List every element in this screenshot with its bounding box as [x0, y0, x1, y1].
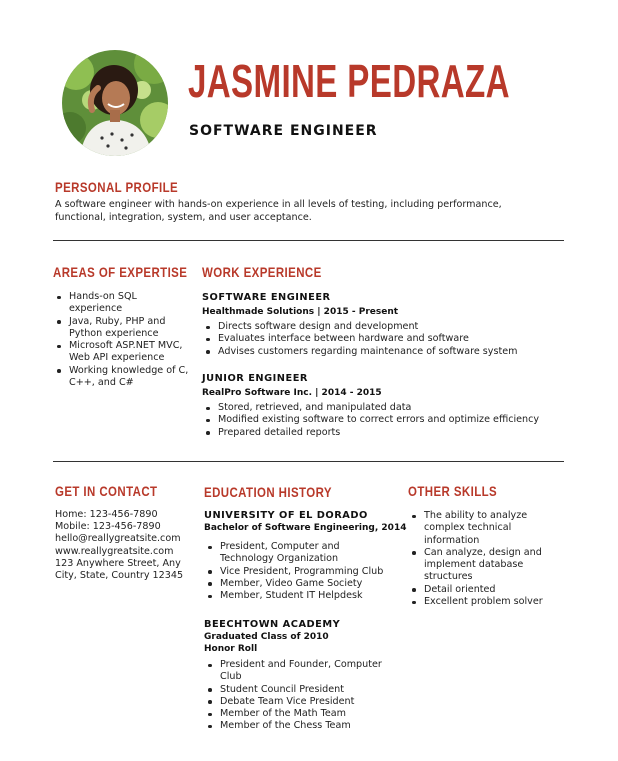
school-activities: [206, 541, 396, 602]
list-item: Modified existing software to correct errors and optimize efficiency: [204, 414, 564, 426]
portrait-image: [62, 50, 168, 156]
contact-address-line1: 123 Anywhere Street, Any: [55, 557, 181, 569]
profile-heading: PERSONAL PROFILE: [55, 179, 179, 195]
candidate-title: SOFTWARE ENGINEER: [189, 123, 378, 139]
list-item: Debate Team Vice President: [206, 696, 396, 708]
list-item: Can analyze, design and implement database structures: [410, 547, 560, 584]
school-activities: [206, 659, 396, 733]
school-honor: Honor Roll: [204, 644, 258, 654]
list-item: Excellent problem solver: [410, 596, 560, 608]
job-title: SOFTWARE ENGINEER: [202, 292, 331, 303]
list-item: President, Computer and Technology Organization: [206, 541, 396, 566]
list-item: Advises customers regarding maintenance of software system: [204, 346, 564, 358]
list-item: Vice President, Programming Club: [206, 566, 396, 578]
job-bullets: [204, 321, 564, 358]
contact-website: www.reallygreatsite.com: [55, 545, 174, 557]
contact-heading: GET IN CONTACT: [55, 483, 158, 499]
school-name: UNIVERSITY OF EL DORADO: [204, 510, 368, 521]
list-item: Microsoft ASP.NET MVC, Web API experience: [55, 340, 190, 365]
candidate-name: JASMINE PEDRAZA: [188, 55, 510, 107]
contact-home: Home: 123-456-7890: [55, 509, 158, 520]
profile-photo: [62, 50, 168, 156]
education-heading: EDUCATION HISTORY: [204, 484, 332, 500]
list-item: Student Council President: [206, 684, 396, 696]
list-item: Directs software design and development: [204, 321, 564, 333]
school-name: BEECHTOWN ACADEMY: [204, 619, 341, 630]
expertise-heading: AREAS OF EXPERTISE: [53, 264, 188, 280]
job-company: RealPro Software Inc. | 2014 - 2015: [202, 388, 382, 398]
job-bullets: [204, 402, 564, 439]
contact-email: hello@reallygreatsite.com: [55, 533, 181, 545]
contact-address-line2: City, State, Country 12345: [55, 570, 184, 582]
skills-list: [410, 510, 560, 608]
list-item: The ability to analyze complex technical information: [410, 510, 560, 547]
list-item: Stored, retrieved, and manipulated data: [204, 402, 564, 414]
profile-text: A software engineer with hands-on experience in all levels of testing, including performance, functional, integration, system, and user acceptance.: [55, 199, 502, 223]
job-company: Healthmade Solutions | 2015 - Present: [202, 307, 399, 317]
list-item: Working knowledge of C, C++, and C#: [55, 365, 190, 390]
list-item: President and Founder, Computer Club: [206, 659, 396, 684]
list-item: Member, Student IT Helpdesk: [206, 590, 396, 602]
contact-info: [55, 509, 183, 582]
expertise-list: [55, 291, 190, 389]
skills-heading: OTHER SKILLS: [408, 483, 498, 499]
contact-mobile: Mobile: 123-456-7890: [55, 521, 161, 533]
list-item: Member of the Chess Team: [206, 720, 396, 732]
list-item: Java, Ruby, PHP and Python experience: [55, 316, 190, 341]
job-title: JUNIOR ENGINEER: [202, 373, 308, 384]
school-degree: Graduated Class of 2010: [204, 632, 329, 642]
work-heading: WORK EXPERIENCE: [202, 264, 322, 280]
list-item: Detail oriented: [410, 584, 560, 596]
divider-bottom: [53, 461, 564, 462]
list-item: Member, Video Game Society: [206, 578, 396, 590]
list-item: Evaluates interface between hardware and software: [204, 333, 564, 345]
list-item: Hands-on SQL experience: [55, 291, 190, 316]
divider-top: [53, 240, 564, 241]
list-item: Member of the Math Team: [206, 708, 396, 720]
list-item: Prepared detailed reports: [204, 427, 564, 439]
school-degree: Bachelor of Software Engineering, 2014: [204, 523, 407, 533]
